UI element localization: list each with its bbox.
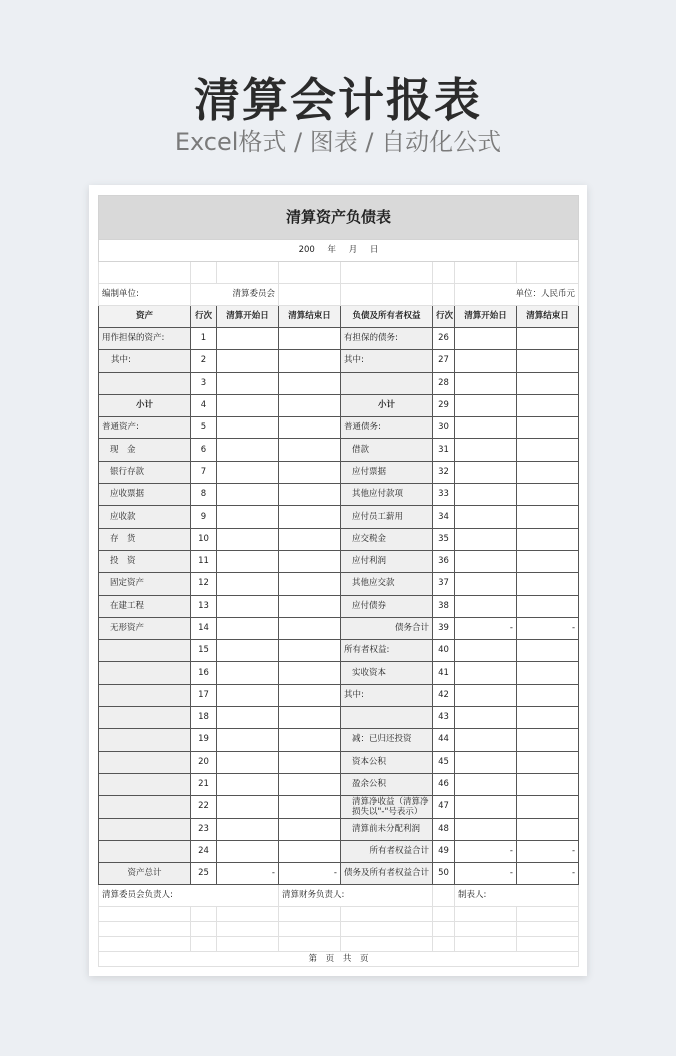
liability-start-value-cell — [455, 506, 517, 528]
liability-start-value-cell: - — [455, 840, 517, 862]
asset-line-no-cell: 15 — [191, 640, 217, 662]
asset-line-no-cell: 16 — [191, 662, 217, 684]
asset-start-value-cell — [217, 818, 279, 840]
signature-preparer: 制表人: — [455, 885, 579, 907]
asset-line-no-cell: 10 — [191, 528, 217, 550]
liability-end-value-cell — [517, 550, 579, 572]
asset-item-cell — [99, 818, 191, 840]
asset-end-value-cell — [279, 751, 341, 773]
liability-item-cell: 借款 — [341, 439, 433, 461]
asset-item-cell — [99, 773, 191, 795]
table-row — [99, 328, 579, 350]
liability-end-value-cell: - — [517, 863, 579, 885]
asset-start-value-cell — [217, 662, 279, 684]
asset-start-value-cell — [217, 417, 279, 439]
liability-item-cell: 其中: — [341, 350, 433, 372]
asset-end-value-cell — [279, 729, 341, 751]
asset-line-no-cell: 22 — [191, 796, 217, 818]
liability-start-value-cell — [455, 461, 517, 483]
liability-item-cell: 所有者权益: — [341, 640, 433, 662]
asset-start-value-cell — [217, 729, 279, 751]
table-row — [99, 350, 579, 372]
liability-end-value-cell — [517, 729, 579, 751]
table-row — [99, 751, 579, 773]
liability-item-cell: 所有者权益合计 — [341, 840, 433, 862]
liability-start-value-cell — [455, 773, 517, 795]
asset-line-no-cell: 23 — [191, 818, 217, 840]
asset-line-no-cell: 20 — [191, 751, 217, 773]
asset-end-value-cell — [279, 417, 341, 439]
table-row — [99, 417, 579, 439]
asset-start-value-cell — [217, 484, 279, 506]
asset-item-cell — [99, 796, 191, 818]
liability-end-value-cell — [517, 662, 579, 684]
table-row — [99, 439, 579, 461]
liability-line-no-cell: 45 — [433, 751, 455, 773]
asset-item-cell: 普通资产: — [99, 417, 191, 439]
header-row — [99, 306, 579, 328]
table-row — [99, 506, 579, 528]
liability-item-cell: 应付员工薪用 — [341, 506, 433, 528]
asset-item-cell: 无形资产 — [99, 617, 191, 639]
signature-committee: 清算委员会负责人: — [99, 885, 279, 907]
liability-line-no-cell: 48 — [433, 818, 455, 840]
report-title: 清算资产负债表 — [99, 196, 579, 240]
asset-end-value-cell — [279, 484, 341, 506]
asset-line-no-cell: 7 — [191, 461, 217, 483]
liability-line-no-cell: 26 — [433, 328, 455, 350]
liability-item-cell: 应付票据 — [341, 461, 433, 483]
liability-line-no-cell: 28 — [433, 372, 455, 394]
liability-end-value-cell — [517, 461, 579, 483]
table-row — [99, 461, 579, 483]
liability-start-value-cell — [455, 573, 517, 595]
liability-line-no-cell: 30 — [433, 417, 455, 439]
liability-line-no-cell: 39 — [433, 617, 455, 639]
table-row — [99, 684, 579, 706]
liability-line-no-cell: 35 — [433, 528, 455, 550]
asset-end-value-cell — [279, 796, 341, 818]
asset-item-cell — [99, 662, 191, 684]
liability-item-cell: 其他应付款项 — [341, 484, 433, 506]
liability-item-cell — [341, 372, 433, 394]
liability-start-value-cell — [455, 350, 517, 372]
liability-item-cell: 小计 — [341, 394, 433, 416]
asset-end-value-cell — [279, 573, 341, 595]
asset-line-no-cell: 25 — [191, 863, 217, 885]
liability-item-cell: 普通债务: — [341, 417, 433, 439]
asset-item-cell: 应收票据 — [99, 484, 191, 506]
asset-start-value-cell — [217, 595, 279, 617]
liability-end-value-cell — [517, 417, 579, 439]
asset-item-cell: 用作担保的资产: — [99, 328, 191, 350]
asset-start-value-cell — [217, 796, 279, 818]
table-row — [99, 818, 579, 840]
asset-line-no-cell: 6 — [191, 439, 217, 461]
liability-start-value-cell — [455, 439, 517, 461]
liability-end-value-cell — [517, 350, 579, 372]
asset-item-cell — [99, 729, 191, 751]
liability-start-value-cell — [455, 328, 517, 350]
header-cell: 清算结束日 — [517, 306, 579, 328]
asset-line-no-cell: 2 — [191, 350, 217, 372]
header-cell: 清算结束日 — [279, 306, 341, 328]
hero-subtitle: Excel格式 / 图表 / 自动化公式 — [174, 128, 502, 156]
liability-item-cell: 债务合计 — [341, 617, 433, 639]
asset-start-value-cell — [217, 328, 279, 350]
liability-line-no-cell: 27 — [433, 350, 455, 372]
table-row — [99, 707, 579, 729]
asset-line-no-cell: 19 — [191, 729, 217, 751]
table-row — [99, 595, 579, 617]
asset-item-cell: 投 资 — [99, 550, 191, 572]
liability-end-value-cell — [517, 818, 579, 840]
asset-start-value-cell — [217, 461, 279, 483]
liability-start-value-cell — [455, 751, 517, 773]
asset-item-cell — [99, 751, 191, 773]
asset-end-value-cell — [279, 595, 341, 617]
asset-end-value-cell — [279, 707, 341, 729]
liability-line-no-cell: 37 — [433, 573, 455, 595]
asset-end-value-cell — [279, 662, 341, 684]
liability-start-value-cell — [455, 684, 517, 706]
asset-line-no-cell: 18 — [191, 707, 217, 729]
asset-start-value-cell — [217, 617, 279, 639]
liability-item-cell: 应付利润 — [341, 550, 433, 572]
asset-end-value-cell: - — [279, 863, 341, 885]
asset-start-value-cell — [217, 506, 279, 528]
signature-finance: 清算财务负责人: — [279, 885, 433, 907]
asset-item-cell: 资产总计 — [99, 863, 191, 885]
asset-start-value-cell — [217, 773, 279, 795]
liability-line-no-cell: 50 — [433, 863, 455, 885]
asset-line-no-cell: 21 — [191, 773, 217, 795]
liability-start-value-cell — [455, 484, 517, 506]
asset-item-cell: 银行存款 — [99, 461, 191, 483]
liability-end-value-cell — [517, 684, 579, 706]
signature-row — [99, 885, 579, 907]
unit-value: 清算委员会 — [191, 284, 279, 306]
table-row — [99, 573, 579, 595]
liability-end-value-cell — [517, 528, 579, 550]
asset-item-cell — [99, 684, 191, 706]
liability-start-value-cell — [455, 394, 517, 416]
asset-end-value-cell — [279, 773, 341, 795]
asset-line-no-cell: 3 — [191, 372, 217, 394]
report-date: 200 年 月 日 — [99, 240, 579, 262]
asset-line-no-cell: 4 — [191, 394, 217, 416]
liability-item-cell: 其他应交款 — [341, 573, 433, 595]
header-cell: 清算开始日 — [217, 306, 279, 328]
asset-end-value-cell — [279, 684, 341, 706]
table-row — [99, 528, 579, 550]
liability-end-value-cell — [517, 506, 579, 528]
asset-start-value-cell — [217, 573, 279, 595]
liability-line-no-cell: 29 — [433, 394, 455, 416]
asset-item-cell: 其中: — [99, 350, 191, 372]
liability-item-cell: 资本公积 — [341, 751, 433, 773]
asset-item-cell: 小计 — [99, 394, 191, 416]
asset-item-cell — [99, 840, 191, 862]
blank-row — [99, 937, 579, 952]
asset-item-cell: 现 金 — [99, 439, 191, 461]
table-row — [99, 484, 579, 506]
table-row — [99, 840, 579, 862]
liability-end-value-cell — [517, 751, 579, 773]
asset-line-no-cell: 11 — [191, 550, 217, 572]
asset-end-value-cell — [279, 394, 341, 416]
asset-start-value-cell — [217, 528, 279, 550]
liability-item-cell: 实收资本 — [341, 662, 433, 684]
header-cell: 行次 — [433, 306, 455, 328]
asset-item-cell — [99, 707, 191, 729]
liability-line-no-cell: 42 — [433, 684, 455, 706]
liability-line-no-cell: 36 — [433, 550, 455, 572]
liability-item-cell: 应交税金 — [341, 528, 433, 550]
liability-line-no-cell: 43 — [433, 707, 455, 729]
liability-start-value-cell — [455, 528, 517, 550]
liability-line-no-cell: 34 — [433, 506, 455, 528]
asset-line-no-cell: 12 — [191, 573, 217, 595]
table-row — [99, 729, 579, 751]
liability-item-cell: 其中: — [341, 684, 433, 706]
liability-line-no-cell: 32 — [433, 461, 455, 483]
asset-end-value-cell — [279, 439, 341, 461]
asset-line-no-cell: 5 — [191, 417, 217, 439]
liability-line-no-cell: 46 — [433, 773, 455, 795]
asset-end-value-cell — [279, 506, 341, 528]
liability-end-value-cell — [517, 439, 579, 461]
liability-item-cell — [341, 707, 433, 729]
liability-start-value-cell: - — [455, 863, 517, 885]
asset-start-value-cell — [217, 840, 279, 862]
liability-item-cell: 清算净收益（清算净损失以"-"号表示） — [341, 796, 433, 818]
asset-line-no-cell: 9 — [191, 506, 217, 528]
liability-end-value-cell — [517, 372, 579, 394]
asset-line-no-cell: 8 — [191, 484, 217, 506]
liability-end-value-cell — [517, 773, 579, 795]
liability-end-value-cell — [517, 573, 579, 595]
liability-start-value-cell — [455, 707, 517, 729]
liability-item-cell: 债务及所有者权益合计 — [341, 863, 433, 885]
asset-line-no-cell: 1 — [191, 328, 217, 350]
asset-start-value-cell — [217, 684, 279, 706]
header-cell: 负债及所有者权益 — [341, 306, 433, 328]
liability-line-no-cell: 38 — [433, 595, 455, 617]
asset-line-no-cell: 14 — [191, 617, 217, 639]
asset-start-value-cell — [217, 640, 279, 662]
liability-item-cell: 有担保的债务: — [341, 328, 433, 350]
asset-start-value-cell — [217, 707, 279, 729]
liability-line-no-cell: 41 — [433, 662, 455, 684]
asset-end-value-cell — [279, 350, 341, 372]
liability-start-value-cell — [455, 796, 517, 818]
blank-row — [99, 922, 579, 937]
liability-start-value-cell — [455, 818, 517, 840]
asset-line-no-cell: 24 — [191, 840, 217, 862]
table-row — [99, 550, 579, 572]
asset-end-value-cell — [279, 372, 341, 394]
asset-item-cell: 存 货 — [99, 528, 191, 550]
asset-end-value-cell — [279, 818, 341, 840]
asset-start-value-cell — [217, 372, 279, 394]
asset-end-value-cell — [279, 617, 341, 639]
table-row — [99, 773, 579, 795]
table-row — [99, 372, 579, 394]
liability-end-value-cell — [517, 595, 579, 617]
asset-line-no-cell: 17 — [191, 684, 217, 706]
asset-item-cell — [99, 640, 191, 662]
liability-end-value-cell: - — [517, 840, 579, 862]
report-sheet — [89, 185, 587, 976]
asset-line-no-cell: 13 — [191, 595, 217, 617]
liability-line-no-cell: 33 — [433, 484, 455, 506]
asset-start-value-cell — [217, 439, 279, 461]
asset-start-value-cell — [217, 751, 279, 773]
asset-item-cell: 应收款 — [99, 506, 191, 528]
table-row — [99, 863, 579, 885]
table-row — [99, 394, 579, 416]
unit-label: 编制单位: — [99, 284, 191, 306]
header-cell: 资产 — [99, 306, 191, 328]
liability-start-value-cell — [455, 372, 517, 394]
asset-end-value-cell — [279, 550, 341, 572]
liability-start-value-cell — [455, 640, 517, 662]
liability-start-value-cell: - — [455, 617, 517, 639]
liability-item-cell: 减：已归还投资 — [341, 729, 433, 751]
liability-line-no-cell: 49 — [433, 840, 455, 862]
table-row — [99, 617, 579, 639]
liability-start-value-cell — [455, 595, 517, 617]
liability-start-value-cell — [455, 662, 517, 684]
liability-start-value-cell — [455, 729, 517, 751]
balance-sheet-table — [98, 195, 579, 967]
liability-end-value-cell — [517, 796, 579, 818]
page-indicator: 第 页 共 页 — [99, 952, 579, 967]
header-cell: 清算开始日 — [455, 306, 517, 328]
liability-start-value-cell — [455, 550, 517, 572]
liability-end-value-cell — [517, 484, 579, 506]
liability-line-no-cell: 44 — [433, 729, 455, 751]
asset-item-cell: 在建工程 — [99, 595, 191, 617]
table-row — [99, 640, 579, 662]
asset-end-value-cell — [279, 840, 341, 862]
liability-end-value-cell — [517, 328, 579, 350]
hero-title: 清算会计报表 — [194, 73, 482, 127]
liability-end-value-cell — [517, 640, 579, 662]
liability-start-value-cell — [455, 417, 517, 439]
blank-row — [99, 907, 579, 922]
liability-end-value-cell — [517, 394, 579, 416]
liability-end-value-cell — [517, 707, 579, 729]
liability-item-cell: 清算前未分配利润 — [341, 818, 433, 840]
asset-start-value-cell: - — [217, 863, 279, 885]
asset-end-value-cell — [279, 461, 341, 483]
liability-item-cell: 应付债券 — [341, 595, 433, 617]
liability-line-no-cell: 31 — [433, 439, 455, 461]
liability-line-no-cell: 47 — [433, 796, 455, 818]
currency-unit: 单位：人民币元 — [455, 284, 579, 306]
asset-item-cell: 固定资产 — [99, 573, 191, 595]
asset-end-value-cell — [279, 640, 341, 662]
liability-end-value-cell: - — [517, 617, 579, 639]
liability-line-no-cell: 40 — [433, 640, 455, 662]
asset-start-value-cell — [217, 550, 279, 572]
table-row — [99, 796, 579, 818]
asset-start-value-cell — [217, 350, 279, 372]
asset-end-value-cell — [279, 328, 341, 350]
asset-item-cell — [99, 372, 191, 394]
liability-item-cell: 盈余公积 — [341, 773, 433, 795]
asset-start-value-cell — [217, 394, 279, 416]
asset-end-value-cell — [279, 528, 341, 550]
table-row — [99, 662, 579, 684]
header-cell: 行次 — [191, 306, 217, 328]
